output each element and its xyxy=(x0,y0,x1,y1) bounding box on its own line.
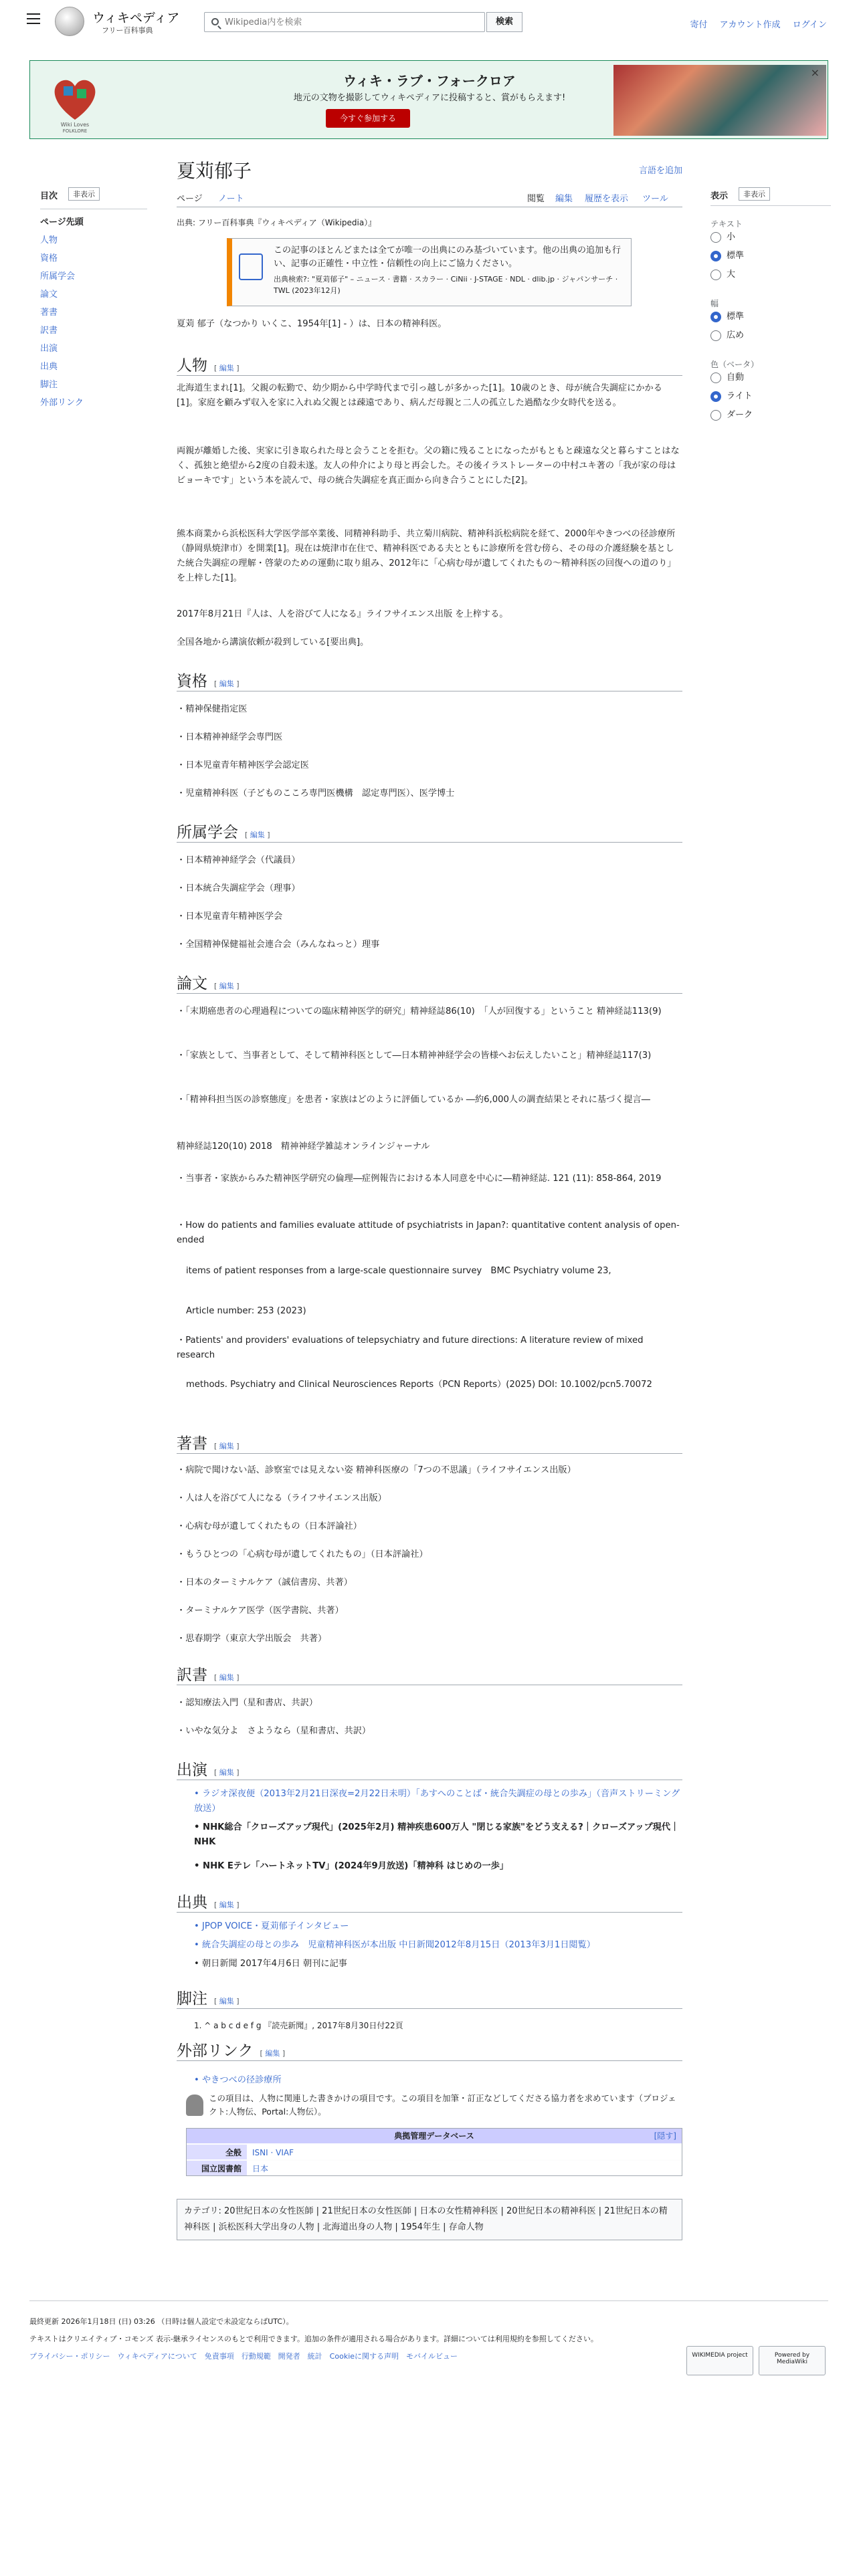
list-item: ・「家族として、当事者として、そして精神科医として―日本精神神経学会の皆様へお伝えしたいこと」精神経誌117(3) xyxy=(177,1051,652,1061)
list-item: ・認知療法入門（星和書店、共訳） xyxy=(177,1698,318,1708)
main-menu-icon[interactable] xyxy=(27,13,40,24)
list-item: ・日本精神神経学会（代議員） xyxy=(177,855,300,865)
list-item[interactable]: • JPOP VOICE・夏苅郁子インタビュー xyxy=(194,1921,349,1931)
campaign-banner xyxy=(29,60,828,139)
close-icon[interactable]: × xyxy=(810,66,820,79)
toc-item-shikaku[interactable]: 資格 xyxy=(40,253,58,263)
color-light[interactable]: ライト xyxy=(710,389,831,407)
list-item: ・病院で聞けない話、診察室では見えない姿 精神科医療の「7つの不思議」（ライフサイエンス出版） xyxy=(177,1465,576,1475)
tab-read[interactable]: 閲覧 xyxy=(527,194,545,204)
list-item: ・ターミナルケア医学（医学書院、共著） xyxy=(177,1606,344,1616)
tools-menu[interactable]: ツール xyxy=(642,194,668,204)
list-item: ・「末期癌患者の心理過程についての臨床精神医学的研究」精神経誌86(10) 「人が回復する」ということ 精神経誌113(9) xyxy=(177,1006,662,1016)
edit-link[interactable]: [ 編集 ] xyxy=(214,1768,240,1777)
section-heading-chosho: 著書 [ 編集 ] xyxy=(177,1431,682,1454)
toc-item-gakkai[interactable]: 所属学会 xyxy=(40,272,76,282)
page-title: 夏苅郁子 xyxy=(177,161,252,182)
toc-item-shutten[interactable]: 出典 xyxy=(40,362,58,372)
site-title[interactable]: ウィキペディア xyxy=(92,11,180,25)
list-item: ・日本児童青年精神医学会認定医 xyxy=(177,760,309,770)
list-item[interactable]: • ラジオ深夜便（2013年2月21日深夜=2月22日未明）「あすへのことば・統合失調症の母との歩み」（音声ストリーミング放送） xyxy=(194,1789,680,1814)
paragraph: 全国各地から講演依頼が殺到している[要出典]。 xyxy=(177,637,369,647)
section-heading-jinbutsu: 人物 [ 編集 ] xyxy=(177,353,682,376)
width-standard[interactable]: 標準 xyxy=(710,309,831,328)
add-language-button[interactable]: 言語を追加 xyxy=(638,166,682,176)
table-of-contents xyxy=(40,189,147,413)
section-heading-shutten: 出典 [ 編集 ] xyxy=(177,1890,682,1913)
wikimedia-badge[interactable]: WIKIMEDIA project xyxy=(686,2346,753,2375)
text-size-small[interactable]: 小 xyxy=(710,229,831,248)
notice-edit-icon xyxy=(239,253,263,280)
search-button[interactable]: 検索 xyxy=(486,12,522,32)
external-link[interactable]: • やきつべの径診療所 xyxy=(194,2075,282,2085)
toc-item-jinbutsu[interactable]: 人物 xyxy=(40,235,58,245)
authority-row-label: 全般 xyxy=(187,2145,247,2159)
appearance-panel xyxy=(710,189,831,426)
color-label: 色（ベータ） xyxy=(710,360,759,369)
list-item: ・「精神科担当医の診察態度」を患者・家族はどのように評価しているか ―約6,000人の調査結果とそれに基づく提言― xyxy=(177,1095,650,1105)
edit-link[interactable]: [ 編集 ] xyxy=(214,1673,240,1682)
list-item: items of patient responses from a large-scale questionnaire survey BMC Psychiatry volume 23, xyxy=(186,1266,611,1276)
text-size-large[interactable]: 大 xyxy=(710,267,831,286)
list-item: 精神経誌120(10) 2018 精神神経学雑誌オンラインジャーナル xyxy=(177,1142,430,1152)
authority-control-box xyxy=(186,2128,682,2176)
list-item[interactable]: • 統合失調症の母との歩み 児童精神科医が本出版 中日新聞2012年8月15日（2013年3月1日閲覧） xyxy=(194,1940,595,1950)
paragraph: 北海道生まれ[1]。父親の転勤で、幼少期から中学時代まで引っ越しが多かった[1]。10歳のとき、母が統合失調症にかかる[1]。家庭を顧みず収入を家に入れぬ父親とは疎遠であり、病んだ母親と二人の孤立した過酷な少女時代を送る。 xyxy=(177,383,662,408)
edit-link[interactable]: [ 編集 ] xyxy=(214,364,240,372)
list-item: methods. Psychiatry and Clinical Neurosciences Reports（PCN Reports）(2025) DOI: 10.1002/pcn5.70072 xyxy=(186,1380,652,1390)
section-heading-gakkai: 所属学会 [ 編集 ] xyxy=(177,820,682,843)
license-text: テキストはクリエイティブ・コモンズ 表示-継承ライセンスのもとで利用できます。追加の条件が適用される場合があります。詳細については利用規約を参照してください。 xyxy=(29,2335,598,2343)
lead-paragraph: 夏苅 郁子（なつかり いくこ、1954年[1] - ）は、日本の精神科医。 xyxy=(177,319,447,329)
text-size-standard[interactable]: 標準 xyxy=(710,248,831,267)
stub-notice: この項目は、人物に関連した書きかけの項目です。この項目を加筆・訂正などしてくださる協力者を求めています（プロジェクト:人物伝、Portal:人物伝）。 xyxy=(177,2092,682,2120)
list-item: ・日本児童青年精神医学会 xyxy=(177,911,283,922)
search-icon xyxy=(211,18,219,25)
search-box[interactable] xyxy=(204,12,485,32)
create-account-link[interactable]: アカウント作成 xyxy=(719,20,781,30)
toc-item-links[interactable]: 外部リンク xyxy=(40,398,84,408)
banner-title: ウィキ・ラブ・フォークロア xyxy=(343,73,516,89)
toc-item-top[interactable]: ページ先頭 xyxy=(40,217,84,227)
list-item: ・精神保健指定医 xyxy=(177,704,248,714)
paragraph: 両親が離婚した後、実家に引き取られた母と会うことを拒む。父の籍に残ることになったがもともと疎遠な父と暮らすことはなく、孤独と絶望から2度の自殺未遂。友人の仲介により母と再会した。その後イラストレーターの中村ユキ著の「我が家の母はビョーキです」という本を読んで、母の統合失調症を真正面から向き合うことにした[2]。 xyxy=(177,446,680,486)
user-links xyxy=(680,17,827,30)
tab-history[interactable]: 履歴を表示 xyxy=(585,194,629,204)
section-heading-shikaku: 資格 [ 編集 ] xyxy=(177,669,682,691)
tab-talk[interactable]: ノート xyxy=(218,194,244,204)
appearance-title: 表示 xyxy=(710,191,729,201)
notice-text: この記事のほとんどまたは全てが唯一の出典にのみ基づいています。他の出典の追加も行い、記事の正確性・中立性・信頼性の向上にご協力ください。 xyxy=(274,245,621,269)
toc-hide-button[interactable]: 非表示 xyxy=(68,187,100,201)
notice-search-links[interactable]: 出典検索?: "夏苅郁子" – ニュース · 書籍 · スカラー · CiNii · J-STAGE · NDL · dlib.jp · ジャパンサーチ · TWL (2023年12月) xyxy=(274,275,618,295)
tab-page[interactable]: ページ xyxy=(177,194,203,204)
page-tabs xyxy=(177,189,682,207)
svg-text:Wiki Loves: Wiki Loves xyxy=(60,122,90,128)
list-item: Article number: 253 (2023) xyxy=(186,1306,306,1316)
list-item[interactable]: • NHK Eテレ「ハートネットTV」(2024年9月放送)「精神科 はじめの一歩」 xyxy=(194,1861,508,1871)
authority-title[interactable]: 典拠管理データベース xyxy=(394,2131,474,2141)
section-heading-kyakuchu: 脚注 [ 編集 ] xyxy=(177,1986,682,2009)
footer-links[interactable]: プライバシー・ポリシー ウィキペディアについて 免責事項 行動規範 開発者 統計 Cookieに関する声明 モバイルビュー xyxy=(29,2352,458,2361)
list-item[interactable]: • NHK総合「クローズアップ現代」(2025年2月) 精神疾患600万人 "閉じる家族"をどう支える?｜クローズアップ現代｜NHK xyxy=(194,1822,680,1847)
list-item: ・当事者・家族からみた精神医学研究の倫理―症例報告における本人同意を中心に―精神経誌. 121 (11): 858-864, 2019 xyxy=(177,1174,662,1184)
color-dark[interactable]: ダーク xyxy=(710,407,831,426)
paragraph: 熊本商業から浜松医科大学医学部卒業後、同精神科助手、共立菊川病院、精神科浜松病院を経て、2000年やきつべの径診療所（静岡県焼津市）を開業[1]。現在は焼津市在住で、精神科医である夫とともに診療所を営む傍ら、その母の介護経験を基とした統合失調症の理解・啓蒙のための運動に取り組み、2012年に「心病む母が遺してくれたもの〜精神科医の回復への道のり」を上梓した[1]。 xyxy=(177,529,676,583)
list-item: ・日本統合失調症学会（理事） xyxy=(177,883,300,893)
footnote-item: 1. ^ a b c d e f g 『読売新聞』, 2017年8月30日付22頁 xyxy=(194,2021,403,2030)
authority-hide-button[interactable]: [隠す] xyxy=(654,2131,676,2141)
edit-link[interactable]: [ 編集 ] xyxy=(214,1901,240,1909)
section-heading-shutsuen: 出演 [ 編集 ] xyxy=(177,1757,682,1780)
list-item: ・全国精神保健福祉会連合会（みんなねっと）理事 xyxy=(177,940,380,950)
toc-title: 目次 xyxy=(40,191,58,201)
last-updated: 最終更新 2026年1月18日 (日) 03:26 （日時は個人設定で未設定ならばUTC）。 xyxy=(29,2317,294,2326)
list-item: ・日本のターミナルケア（誠信書房、共著） xyxy=(177,1578,353,1588)
section-heading-ronbun: 論文 [ 編集 ] xyxy=(177,971,682,994)
single-source-notice xyxy=(227,238,632,306)
edit-link[interactable]: [ 編集 ] xyxy=(245,831,270,839)
section-heading-links: 外部リンク [ 編集 ] xyxy=(177,2038,682,2061)
source-line: 出典: フリー百科事典『ウィキペディア（Wikipedia）』 xyxy=(177,218,377,227)
article-content xyxy=(177,154,682,2294)
section-heading-yakusho: 訳書 [ 編集 ] xyxy=(177,1662,682,1685)
svg-text:FOLKLORE: FOLKLORE xyxy=(62,128,88,133)
site-subtitle: フリー百科事典 xyxy=(102,26,153,35)
appearance-hide-button[interactable]: 非表示 xyxy=(739,187,770,201)
color-auto[interactable]: 自動 xyxy=(710,370,831,389)
list-item: ・Patients' and providers' evaluations of telepsychiatry and future directions: A literature review of mixed research xyxy=(177,1335,644,1360)
list-item: ・心病む母が遺してくれたもの（日本評論社） xyxy=(177,1521,362,1531)
person-stub-icon xyxy=(186,2095,203,2116)
edit-link[interactable]: [ 編集 ] xyxy=(214,982,240,990)
login-link[interactable]: ログイン xyxy=(792,20,827,30)
site-header xyxy=(0,0,859,40)
banner-subtitle: 地元の文物を撮影してウィキペディアに投稿すると、賞がもらえます! xyxy=(293,93,566,103)
list-item: ・人は人を浴びて人になる（ライフサイエンス出版） xyxy=(177,1493,387,1503)
list-item: ・日本精神神経学会専門医 xyxy=(177,732,283,742)
edit-link[interactable]: [ 編集 ] xyxy=(260,2049,286,2058)
toc-item-shutsuen[interactable]: 出演 xyxy=(40,344,58,354)
toc-item-ronbun[interactable]: 論文 xyxy=(40,290,58,300)
list-item: ・いやな気分よ さようなら（星和書店、共訳） xyxy=(177,1726,371,1736)
list-item: ・思春期学（東京大学出版会 共著） xyxy=(177,1634,327,1644)
authority-row-value[interactable]: 日本 xyxy=(252,2164,269,2173)
banner-photo xyxy=(613,65,826,136)
width-wide[interactable]: 広め xyxy=(710,328,831,346)
width-label: 幅 xyxy=(710,299,719,308)
wikipedia-logo[interactable] xyxy=(55,7,84,36)
toc-item-kyakuchu[interactable]: 脚注 xyxy=(40,380,58,390)
edit-link[interactable]: [ 編集 ] xyxy=(214,1997,240,2006)
text-size-label: テキスト xyxy=(710,219,743,229)
authority-row-value[interactable]: ISNI · VIAF xyxy=(252,2148,294,2157)
tab-edit[interactable]: 編集 xyxy=(555,194,573,204)
toc-item-yakusho[interactable]: 訳書 xyxy=(40,326,58,336)
authority-row-label: 国立図書館 xyxy=(187,2161,247,2175)
category-links[interactable]: カテゴリ: 20世紀日本の女性医師 | 21世紀日本の女性医師 | 日本の女性精神科医 | 20世紀日本の精神科医 | 21世紀日本の精神科医 | 浜松医科大学出身の人物 | 北海道出身の人物 | 1954年生 | 存命人物 xyxy=(177,2199,682,2240)
join-now-button[interactable]: 今すぐ参加する xyxy=(326,109,410,128)
search-input[interactable] xyxy=(225,15,425,29)
edit-link[interactable]: [ 編集 ] xyxy=(214,679,240,688)
list-item: ・How do patients and families evaluate attitude of psychiatrists in Japan?: quantitative content analysis of open-ended xyxy=(177,1220,680,1245)
edit-link[interactable]: [ 編集 ] xyxy=(214,1442,240,1451)
list-item: ・児童精神科医（子どものこころ専門医機構 認定専門医）、医学博士 xyxy=(177,788,455,798)
paragraph: 2017年8月21日『人は、人を浴びて人になる』ライフサイエンス出版 を上梓する。 xyxy=(177,609,508,619)
toc-item-chosho[interactable]: 著書 xyxy=(40,308,58,318)
mediawiki-badge[interactable]: Powered by MediaWiki xyxy=(759,2346,826,2375)
donate-link[interactable]: 寄付 xyxy=(690,20,708,30)
list-item: ・もうひとつの「心病む母が遺してくれたもの」（日本評論社） xyxy=(177,1549,428,1560)
list-item: • 朝日新聞 2017年4月6日 朝刊に記事 xyxy=(194,1959,347,1969)
